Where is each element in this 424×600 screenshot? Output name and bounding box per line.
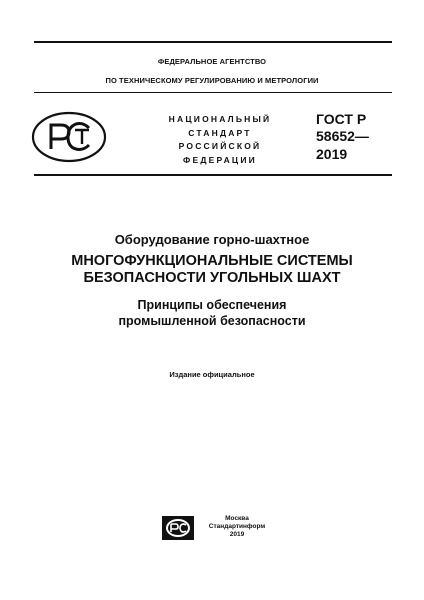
document-category: Оборудование горно-шахтное <box>114 232 310 247</box>
top-rule <box>34 41 392 43</box>
header-bottom-rule <box>34 92 392 93</box>
standard-bottom-rule <box>34 174 392 176</box>
document-title-line-2: БЕЗОПАСНОСТИ УГОЛЬНЫХ ШАХТ <box>83 270 341 286</box>
gost-r-logo-icon <box>31 111 107 163</box>
publisher-year: 2019 <box>229 531 245 538</box>
standard-line-2: СТАНДАРТ <box>188 127 252 138</box>
document-subtitle-line-2: промышленной безопасности <box>118 314 306 328</box>
gost-r-logo <box>31 111 107 163</box>
publisher-city: Москва <box>225 515 249 522</box>
gost-label: ГОСТ Р <box>316 111 367 127</box>
gost-number: 58652— <box>316 128 369 144</box>
standard-line-1: НАЦИОНАЛЬНЫЙ <box>168 114 272 124</box>
document-title <box>0 253 424 287</box>
publisher-name: Стандартинформ <box>208 523 266 530</box>
document-subtitle-line-1: Принципы обеспечения <box>137 298 287 312</box>
agency-line-1: ФЕДЕРАЛЬНОЕ АГЕНТСТВО <box>157 57 267 66</box>
agency-line-2: ПО ТЕХНИЧЕСКОМУ РЕГУЛИРОВАНИЮ И МЕТРОЛОГИИ <box>105 76 319 85</box>
document-title-line-1: МНОГОФУНКЦИОНАЛЬНЫЕ СИСТЕМЫ <box>71 253 353 269</box>
publisher-logo <box>161 515 195 541</box>
publisher-logo-icon <box>161 515 195 541</box>
publisher-block <box>200 515 274 539</box>
standard-line-4: ФЕДЕРАЦИИ <box>183 154 257 165</box>
standard-line-3: РОССИЙСКОЙ <box>178 141 262 151</box>
edition-note: Издание официальное <box>169 370 255 379</box>
document-subtitle <box>0 297 424 329</box>
gost-year: 2019 <box>316 146 348 162</box>
national-standard-block <box>150 113 290 167</box>
